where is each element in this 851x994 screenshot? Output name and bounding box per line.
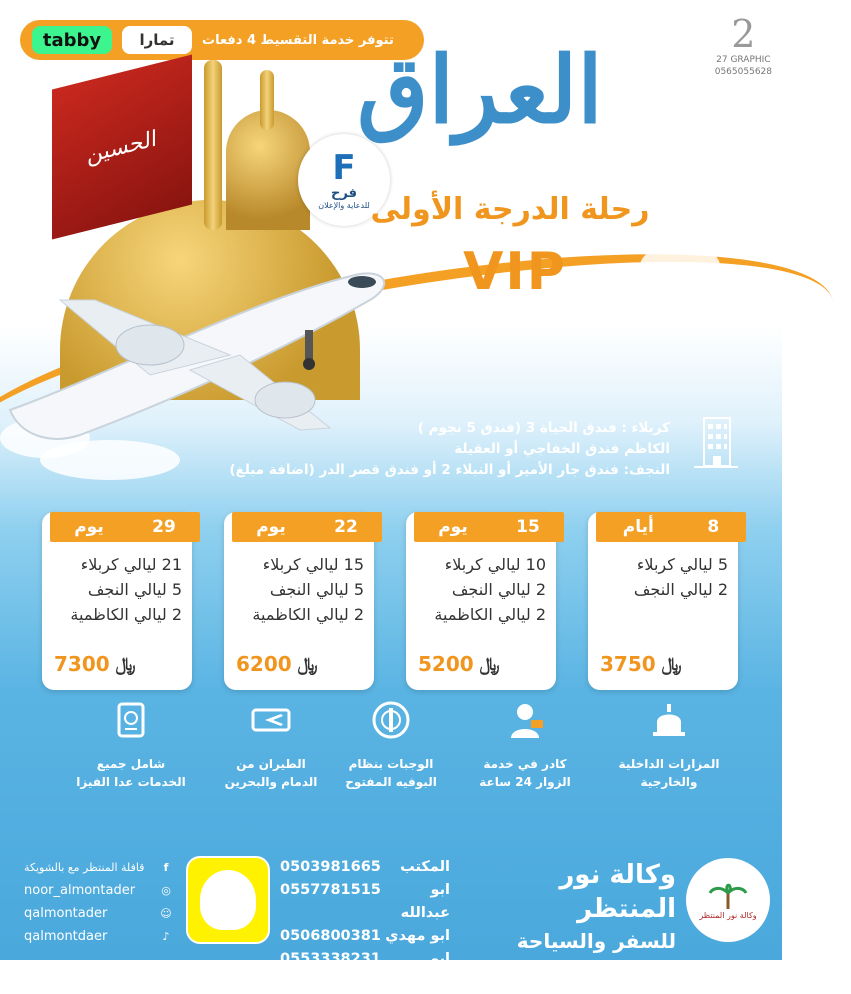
itinerary-line: 5 ليالي النجف <box>87 580 182 599</box>
hotels-info <box>180 418 670 481</box>
feature-services <box>76 700 186 791</box>
itinerary-line: 2 ليالي النجف <box>451 580 546 599</box>
feature-line: والخارجية <box>640 775 698 789</box>
package-unit: يوم <box>438 517 468 537</box>
social-row-snapchat[interactable] <box>24 902 174 925</box>
package-unit: أيام <box>622 517 654 537</box>
installment-text: تتوفر خدمة التقسيط 4 دفعات <box>202 32 394 48</box>
riyal-icon: ﷼ <box>297 653 318 675</box>
feature-line: المزارات الداخلية <box>618 757 720 771</box>
package-price <box>600 652 682 676</box>
package-price <box>236 652 318 676</box>
itinerary-line: 2 ليالي الكاظمية <box>434 605 546 624</box>
price-value: 7300 <box>54 652 110 676</box>
itinerary-line: 5 ليالي النجف <box>269 580 364 599</box>
tabby-logo: tabby <box>32 26 112 54</box>
contact-phone[interactable]: 0557781515 <box>280 882 381 898</box>
package-unit: يوم <box>74 517 104 537</box>
package-price <box>54 652 136 676</box>
package-itinerary <box>50 552 182 627</box>
itinerary-line: 5 ليالي كربلاء <box>636 555 728 574</box>
package-days: 8 <box>707 517 720 537</box>
package-card-15[interactable] <box>406 512 556 690</box>
contact-phone[interactable]: 0506800381 <box>280 928 381 944</box>
package-days: 29 <box>152 517 176 537</box>
itinerary-line: 2 ليالي النجف <box>633 580 728 599</box>
package-header <box>414 512 564 542</box>
social-handle: noor_almontader <box>24 883 136 898</box>
package-card-8[interactable] <box>588 512 738 690</box>
contact-row[interactable] <box>280 856 450 879</box>
package-itinerary <box>596 552 728 602</box>
contact-row[interactable] <box>280 948 450 994</box>
riyal-icon: ﷼ <box>661 653 682 675</box>
designer-phone: 0565055628 <box>714 67 772 77</box>
riyal-icon: ﷼ <box>115 653 136 675</box>
package-card-29[interactable] <box>42 512 192 690</box>
feature-line: الزوار 24 ساعة <box>479 775 571 789</box>
hotel-line-kadhim: الكاظم فندق الخفاجي أو العقيلة <box>454 441 670 457</box>
feature-line: الدمام والبحرين <box>224 775 318 789</box>
feature-line: البوفيه المفتوح <box>345 775 437 789</box>
agency-name-block <box>456 858 676 956</box>
passport-icon <box>111 700 151 740</box>
farah-logo-name: فرح <box>331 186 357 201</box>
guide-icon <box>505 700 545 740</box>
agency-logo <box>686 858 770 942</box>
contact-label: المكتب <box>400 859 450 875</box>
price-value: 3750 <box>600 652 656 676</box>
itinerary-line: 2 ليالي الكاظمية <box>252 605 364 624</box>
social-links <box>24 856 174 948</box>
package-header <box>596 512 746 542</box>
itinerary-line: 21 ليالي كربلاء <box>80 555 182 574</box>
feature-line: كادر في خدمة <box>483 757 567 771</box>
snapchat-ghost-icon <box>200 870 256 930</box>
designer-name: 27 GRAPHIC <box>716 55 771 65</box>
social-handle: qalmontader <box>24 906 108 921</box>
airplane-illustration <box>0 260 400 440</box>
farah-logo-letter: F <box>332 148 356 188</box>
shrine-spire <box>204 60 222 230</box>
social-handle: qalmontdaer <box>24 929 108 944</box>
contact-list <box>280 856 450 994</box>
snapchat-icon: ☺ <box>160 907 172 920</box>
price-value: 6200 <box>236 652 292 676</box>
package-itinerary <box>414 552 546 627</box>
package-card-22[interactable] <box>224 512 374 690</box>
instagram-icon: ◎ <box>161 884 171 897</box>
feature-staff <box>470 700 580 791</box>
itinerary-line: 2 ليالي الكاظمية <box>70 605 182 624</box>
vip-badge: VIP <box>463 242 567 302</box>
hotel-line-karbala: كربلاء : فندق الحياة 3 (فندق 5 نجوم ) <box>417 420 670 436</box>
page-title: العراق <box>357 36 603 144</box>
farah-logo-tagline: للدعاية والإعلان <box>318 201 370 210</box>
snapcode[interactable] <box>186 856 270 944</box>
shrine-spire-small <box>260 70 274 130</box>
page-subtitle: رحلة الدرجة الأولى <box>370 192 650 227</box>
social-handle: قافلة المنتظر مع بالشويكة <box>24 861 145 874</box>
contact-row[interactable] <box>280 925 450 948</box>
contact-phone[interactable]: 0503981665 <box>280 859 381 875</box>
hotel-building-icon <box>692 412 740 470</box>
package-price <box>418 652 500 676</box>
contact-label: ابو عبدالله <box>400 951 450 990</box>
flag-text: الحسين <box>86 125 158 169</box>
dining-icon <box>371 700 411 740</box>
tamara-logo: تمارا <box>122 26 192 54</box>
itinerary-line: 10 ليالي كربلاء <box>444 555 546 574</box>
itinerary-line: 15 ليالي كربلاء <box>262 555 364 574</box>
feature-meals <box>336 700 446 791</box>
feature-line: شامل جميع <box>96 757 166 771</box>
package-itinerary <box>232 552 364 627</box>
feature-line: الخدمات عدا الفيزا <box>76 775 186 789</box>
social-row-facebook[interactable] <box>24 856 174 879</box>
agency-name: وكالة نور المنتظر <box>559 860 676 924</box>
contact-phone[interactable]: 0553338231 <box>280 951 381 967</box>
package-unit: يوم <box>256 517 286 537</box>
mosque-icon <box>649 700 689 740</box>
contact-label: ابو عبدالله <box>400 882 450 921</box>
feature-flights <box>216 700 326 791</box>
contact-row[interactable] <box>280 879 450 925</box>
price-value: 5200 <box>418 652 474 676</box>
contact-label: ابو مهدي <box>385 928 450 944</box>
hotel-line-najaf: النجف: فندق جار الأمير أو النبلاء 2 أو فندق قصر الدر (اضافة مبلغ) <box>229 462 670 478</box>
social-row-instagram[interactable] <box>24 879 174 902</box>
cloud <box>640 244 720 288</box>
designer-brand <box>715 14 772 78</box>
riyal-icon: ﷼ <box>479 653 500 675</box>
palm-icon <box>708 881 748 911</box>
agency-subtitle: للسفر والسياحة <box>516 929 676 953</box>
ticket-icon <box>251 700 291 740</box>
tiktok-icon: ♪ <box>162 930 170 943</box>
feature-line: الطيران من <box>236 757 306 771</box>
package-header <box>232 512 382 542</box>
feature-line: الوجبات بنظام <box>348 757 434 771</box>
agency-logo-text: وكالة نور المنتظر <box>699 910 757 920</box>
feature-visits <box>614 700 724 791</box>
package-days: 15 <box>516 517 540 537</box>
facebook-icon: f <box>163 861 169 874</box>
designer-mark: 2 <box>731 12 756 56</box>
package-header <box>50 512 200 542</box>
social-row-tiktok[interactable] <box>24 925 174 948</box>
package-days: 22 <box>334 517 358 537</box>
